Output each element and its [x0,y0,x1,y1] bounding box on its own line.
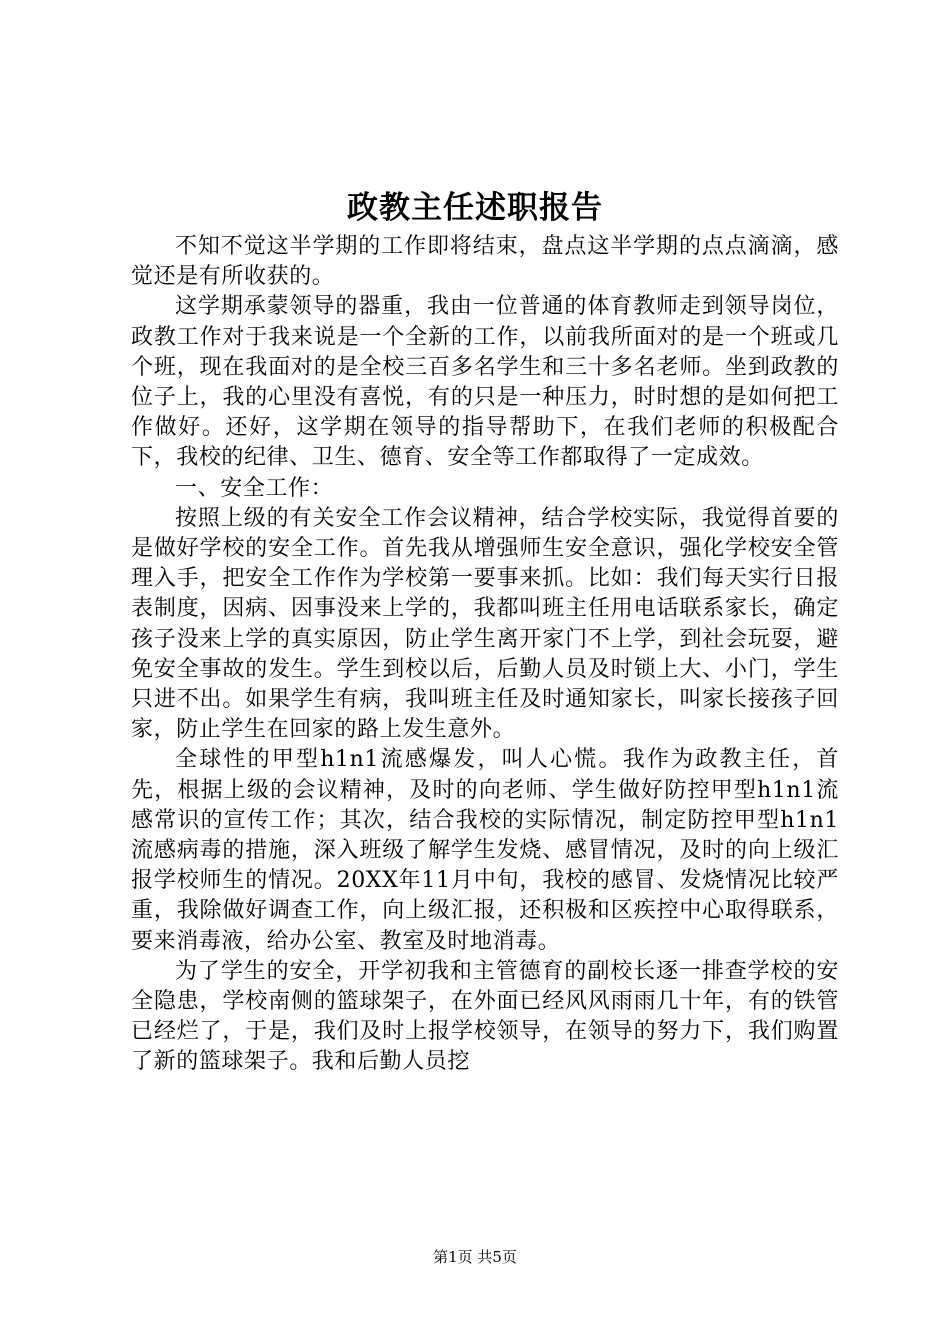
paragraph-background: 这学期承蒙领导的器重，我由一位普通的体育教师走到领导岗位，政教工作对于我来说是一个全新的工作，以前我所面对的是一个班或几个班，现在我面对的是全校三百多名学生和三十多名老师。坐到政教的位子上，我的心里没有喜悦，有的只是一种压力，时时想的是如何把工作做好。还好，这学期在领导的指导帮助下，在我们老师的积极配合下，我校的纪律、卫生、德育、安全等工作都取得了一定成效。 [131,294,839,471]
paragraph-flu-prevention: 全球性的甲型h1n1流感爆发，叫人心慌。我作为政教主任，首先，根据上级的会议精神，及时的向老师、学生做好防控甲型h1n1流感常识的宣传工作；其次，结合我校的实际情况，制定防控甲型h1n1流感病毒的措施，深入班级了解学生发烧、感冒情况，及时的向上级汇报学校师生的情况。20XX年11月中旬，我校的感冒、发烧情况比较严重，我除做好调查工作，向上级汇报，还积极和区疾控中心取得联系，要来消毒液，给办公室、教室及时地消毒。 [131,747,839,954]
section-heading-safety: 一、安全工作： [175,475,334,501]
paragraph-safety-measures: 按照上级的有关安全工作会议精神，结合学校实际，我觉得首要的是做好学校的安全工作。首先我从增强师生安全意识，强化学校安全管理入手，把安全工作作为学校第一要事来抓。比如：我们每天实行日报表制度，因病、因事没来上学的，我都叫班主任用电话联系家长，确定孩子没来上学的真实原因，防止学生离开家门不上学，到社会玩耍，避免安全事故的发生。学生到校以后，后勤人员及时锁上大、小门，学生只进不出。如果学生有病，我叫班主任及时通知家长，叫家长接孩子回家，防止学生在回家的路上发生意外。 [131,505,839,743]
document-body [131,232,839,1078]
paragraph-intro: 不知不觉这半学期的工作即将结束，盘点这半学期的点点滴滴，感觉还是有所收获的。 [131,234,839,290]
page-footer: 第1页 共5页 [433,1248,517,1266]
paragraph-hazard-check: 为了学生的安全，开学初我和主管德育的副校长逐一排查学校的安全隐患，学校南侧的篮球架子，在外面已经风风雨雨几十年，有的铁管已经烂了，于是，我们及时上报学校领导，在领导的努力下，我们购置了新的篮球架子。我和后勤人员挖 [131,958,839,1075]
document-title: 政教主任述职报告 [347,190,603,226]
